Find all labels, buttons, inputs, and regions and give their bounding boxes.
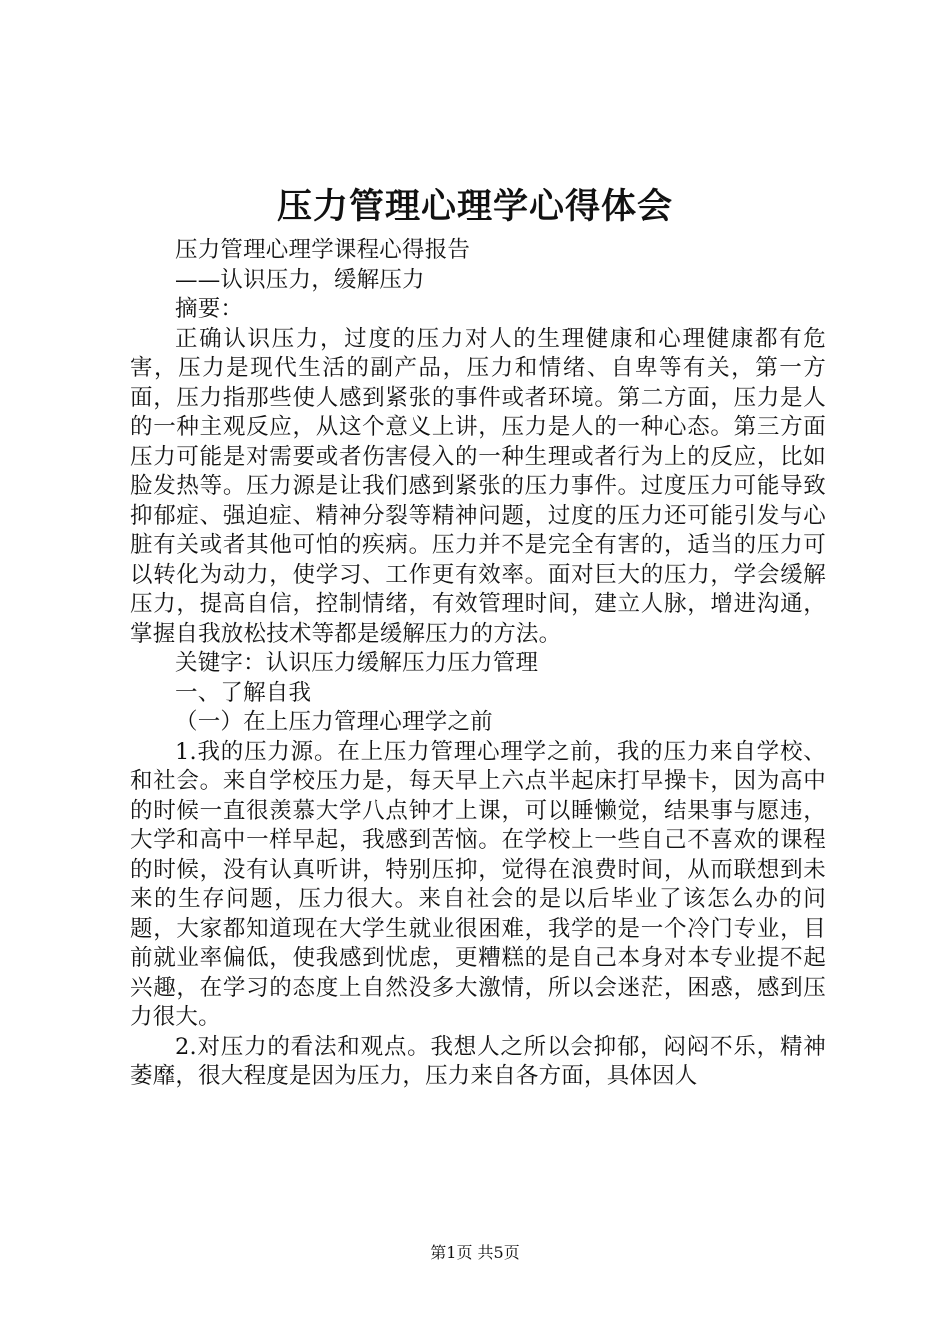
paragraph: 1.我的压力源。在上压力管理心理学之前，我的压力来自学校、和社会。来自学校压力是，每天早上六点半起床打早操卡，因为高中的时候一直很羡慕大学八点钟才上课，可以睡懒觉，结果事与愿违，大学和高中一样早起，我感到苦恼。在学校上一些自己不喜欢的课程的时候，没有认真听讲，特别压抑，觉得在浪费时间，从而联想到未来的生存问题，压力很大。来自社会的是以后毕业了该怎么办的问题，大家都知道现在大学生就业很困难，我学的是一个冷门专业，目前就业率偏低，使我感到忧虑，更糟糕的是自己本身对本专业提不起兴趣，在学习的态度上自然没多大激情，所以会迷茫，困惑，感到压力很大。 xyxy=(130,738,826,1030)
paragraph: （一）在上压力管理心理学之前 xyxy=(175,709,493,735)
paragraph: 一、了解自我 xyxy=(175,679,312,706)
paragraph: 压力管理心理学课程心得报告 xyxy=(175,237,471,263)
paragraph: 正确认识压力，过度的压力对人的生理健康和心理健康都有危害，压力是现代生活的副产品，压力和情绪、自卑等有关，第一方面，压力指那些使人感到紧张的事件或者环境。第二方面，压力是人的一种主观反应，从这个意义上讲，压力是人的一种心态。第三方面压力可能是对需要或者伤害侵入的一种生理或者行为上的反应，比如脸发热等。压力源是让我们感到紧张的压力事件。过度压力可能导致抑郁症、强迫症、精神分裂等精神问题，过度的压力还可能引发与心脏有关或者其他可怕的疾病。压力并不是完全有害的，适当的压力可以转化为动力，使学习、工作更有效率。面对巨大的压力，学会缓解压力，提高自信，控制情绪，有效管理时间，建立人脉，增进沟通，掌握自我放松技术等都是缓解压力的方法。 xyxy=(130,325,826,647)
document-body xyxy=(130,236,826,1092)
paragraph: 关键字：认识压力缓解压力压力管理 xyxy=(175,650,539,676)
paragraph: 摘要： xyxy=(175,296,244,322)
paragraph: ——认识压力，缓解压力 xyxy=(175,266,425,293)
paragraph: 2.对压力的看法和观点。我想人之所以会抑郁，闷闷不乐，精神萎靡，很大程度是因为压力，压力来自各方面，具体因人 xyxy=(130,1033,826,1089)
document-title: 压力管理心理学心得体会 xyxy=(276,186,673,227)
page-footer: 第1页 共5页 xyxy=(430,1243,520,1262)
